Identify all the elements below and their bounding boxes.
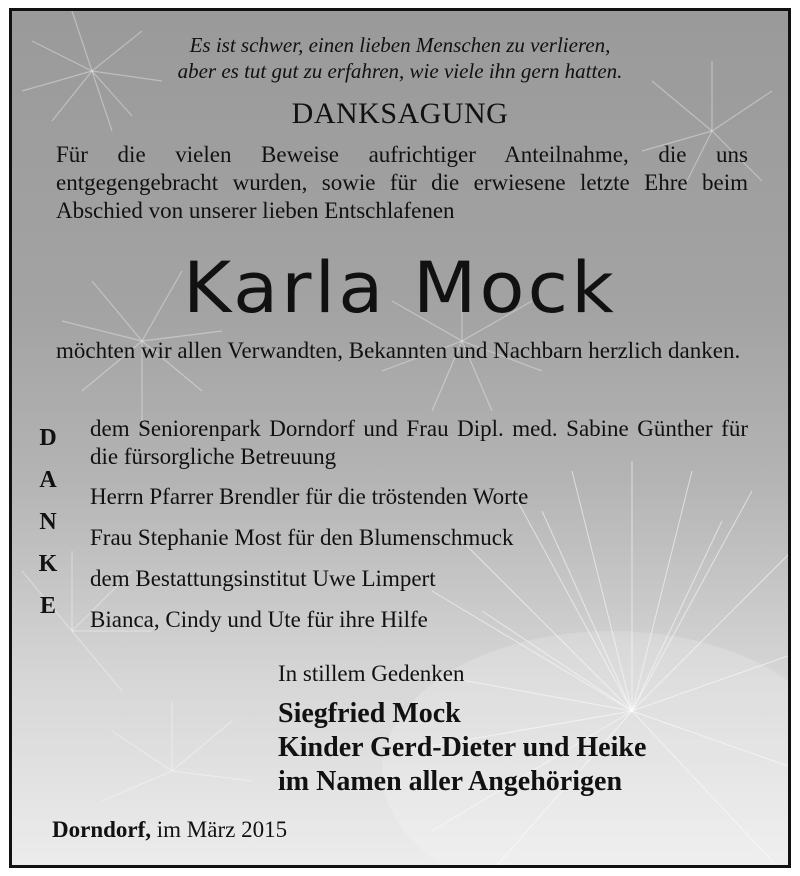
date: im März 2015 <box>156 817 288 842</box>
signer-line: Siegfried Mock <box>278 698 461 729</box>
obituary-notice <box>9 8 791 868</box>
motto-line-1: Es ist schwer, einen lieben Menschen zu verlieren, <box>189 33 611 57</box>
signer-line: Kinder Gerd-Dieter und Heike <box>278 732 647 763</box>
danke-letter: E <box>39 593 56 619</box>
place-date <box>52 817 287 843</box>
signer-line: im Namen aller Angehörigen <box>278 766 623 797</box>
danke-letter: N <box>39 509 57 535</box>
thanks-item: Herrn Pfarrer Brendler für die tröstenden Worte <box>90 484 529 509</box>
intro-paragraph: Für die vielen Beweise aufrichtiger Anteilnahme, die uns entgegengebracht wurden, sowie für die erwiesene letzte Ehre beim Abschied von unserer lieben Entschlafenen <box>56 142 748 223</box>
danke-letter: D <box>39 425 57 451</box>
thanks-item: Frau Stephanie Most für den Blumenschmuck <box>90 525 514 550</box>
thanks-item: dem Seniorenpark Dorndorf und Frau Dipl. med. Sabine Günther für die fürsorgliche Betreuung <box>90 416 748 469</box>
thanks-item: dem Bestattungsinstitut Uwe Limpert <box>90 566 436 591</box>
deceased-name: Karla Mock <box>183 247 617 329</box>
danke-letter: A <box>39 467 57 493</box>
thanks-item: Bianca, Cindy und Ute für ihre Hilfe <box>90 607 428 632</box>
heading: DANKSAGUNG <box>291 97 509 130</box>
danke-letter: K <box>38 551 58 577</box>
thanks-paragraph: möchten wir allen Verwandten, Bekannten und Nachbarn herzlich danken. <box>56 338 741 363</box>
motto-line-2: aber es tut gut zu erfahren, wie viele ihn gern hatten. <box>177 59 623 83</box>
closing-line: In stillem Gedenken <box>278 661 465 686</box>
place: Dorndorf, <box>52 817 152 842</box>
